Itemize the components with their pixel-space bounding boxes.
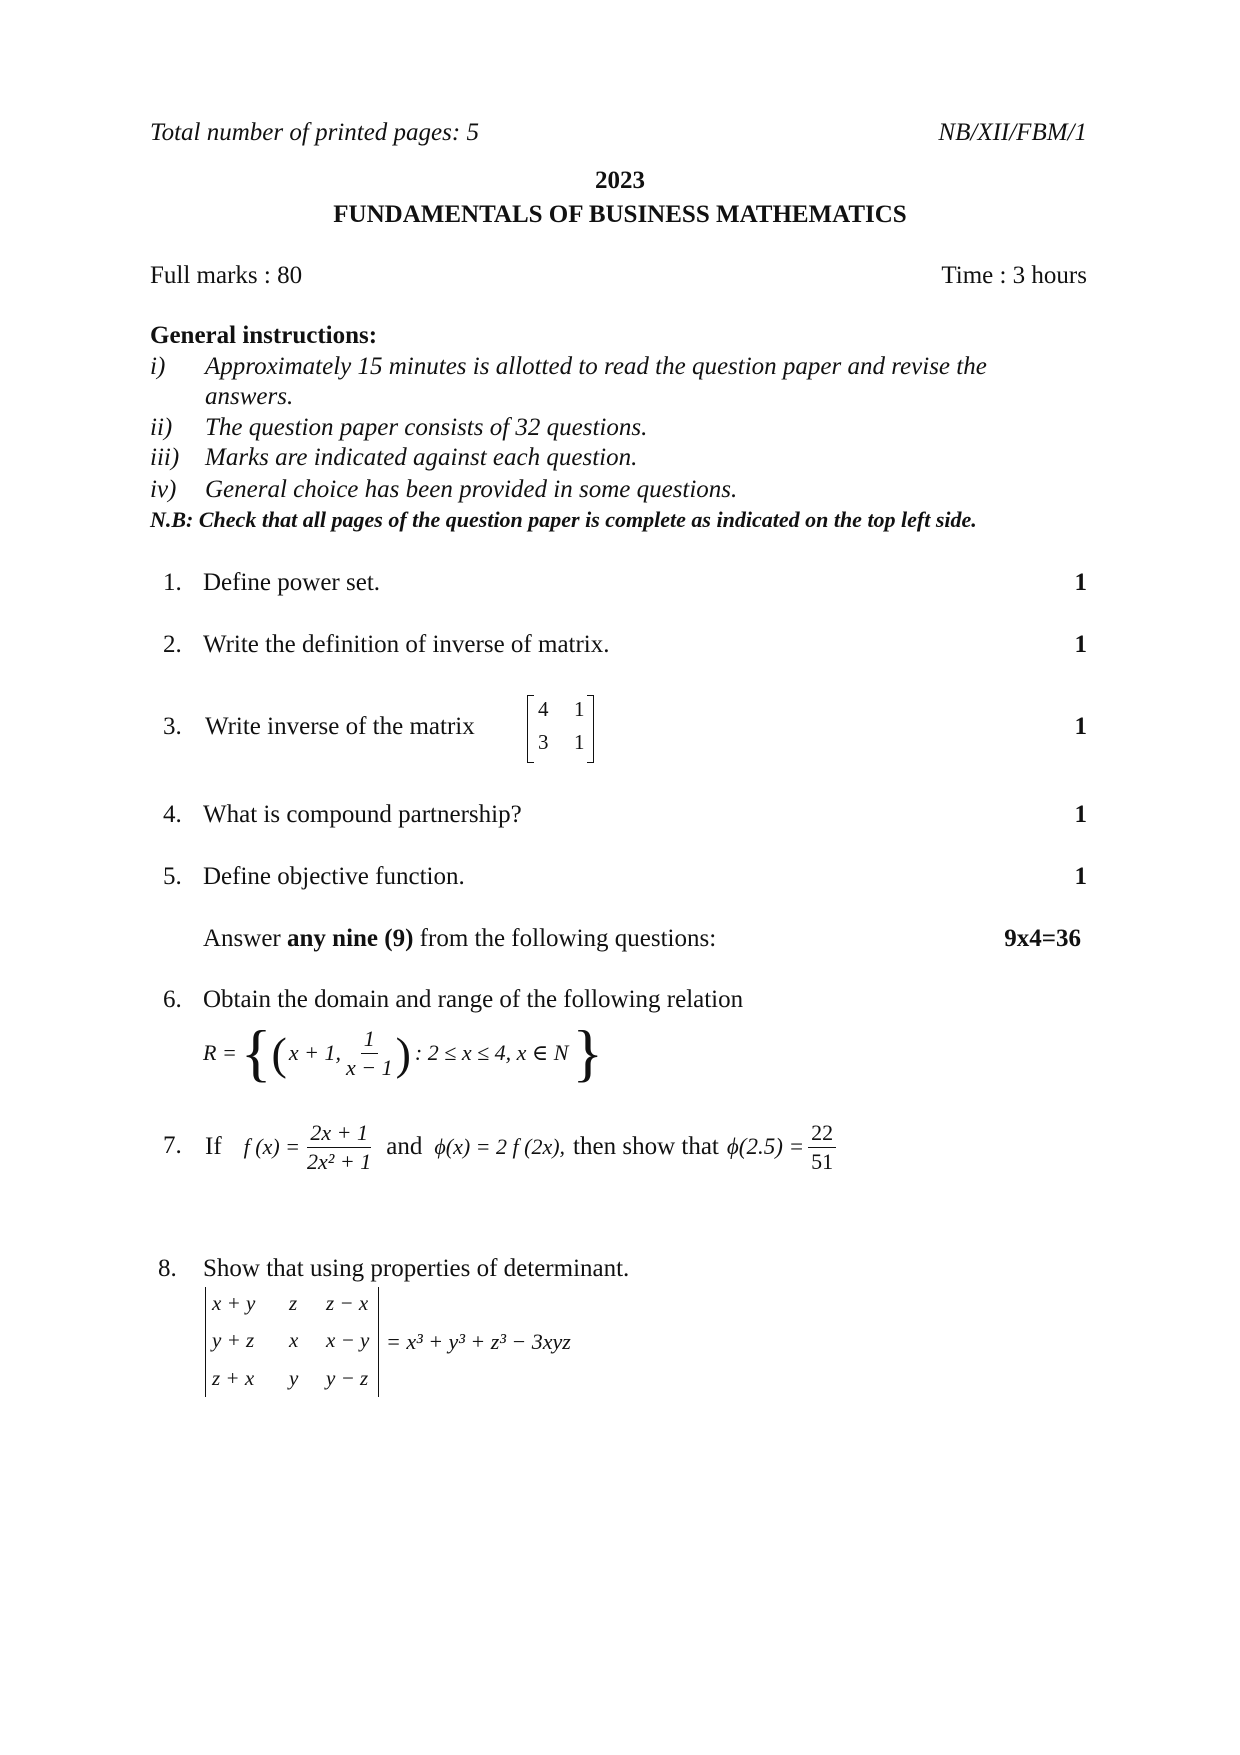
det-cell: z xyxy=(289,1291,298,1315)
det-cell: x xyxy=(289,1328,299,1352)
matrix-cell: 3 xyxy=(538,730,549,754)
instruction-text: Approximately 15 minutes is allotted to read the question paper and revise the xyxy=(205,353,987,380)
relation-fraction xyxy=(343,1025,396,1082)
question-number: 6. xyxy=(163,986,182,1013)
paper-title: FUNDAMENTALS OF BUSINESS MATHEMATICS xyxy=(333,201,907,228)
left-bracket xyxy=(527,695,534,763)
instruction-num: ii) xyxy=(150,414,173,441)
full-marks: Full marks : 80 xyxy=(150,262,303,289)
question-number: 5. xyxy=(163,863,182,890)
left-brace: { xyxy=(240,1017,272,1088)
question-number: 3. xyxy=(163,713,182,740)
q7-and: and xyxy=(386,1133,423,1160)
question-text: Define objective function. xyxy=(203,863,465,890)
question-text: Show that using properties of determinant. xyxy=(203,1255,630,1282)
right-brace: } xyxy=(572,1017,604,1088)
left-paren: ( xyxy=(271,1027,287,1079)
relation-formula xyxy=(203,1018,603,1088)
question-marks: 1 xyxy=(1074,863,1087,890)
q7-formula xyxy=(205,1115,836,1179)
matrix-cell: 1 xyxy=(574,730,585,754)
det-cell: y + z xyxy=(212,1328,255,1352)
f-fraction xyxy=(304,1119,374,1176)
nb-note: N.B: Check that all pages of the question paper is complete as indicated on the top left side. xyxy=(150,507,977,532)
right-paren: ) xyxy=(395,1027,411,1079)
question-marks: 1 xyxy=(1074,713,1087,740)
question-marks: 1 xyxy=(1074,569,1087,596)
instructions-heading: General instructions: xyxy=(150,322,378,349)
fraction-numerator: 1 xyxy=(361,1025,378,1054)
fraction-numerator: 22 xyxy=(808,1119,836,1148)
question-number: 7. xyxy=(163,1132,182,1159)
section-instruction xyxy=(203,924,716,954)
fraction-denominator: 51 xyxy=(811,1148,834,1174)
question-number: 1. xyxy=(163,569,182,596)
instruction-num: iii) xyxy=(150,444,180,471)
phi-value: ϕ(2.5) = xyxy=(726,1134,805,1159)
fraction-denominator: 2x² + 1 xyxy=(307,1148,372,1174)
question-number: 2. xyxy=(163,631,182,658)
instruction-text: The question paper consists of 32 questions. xyxy=(205,414,648,441)
section-marks: 9x4=36 xyxy=(1004,925,1081,952)
value-fraction xyxy=(808,1119,836,1176)
question-number: 8. xyxy=(158,1255,177,1282)
det-cell: y − z xyxy=(326,1366,369,1390)
instruction-num: iv) xyxy=(150,476,177,503)
section-pre: Answer xyxy=(203,925,288,952)
q7-then: then show that xyxy=(573,1133,719,1160)
question-text: Write inverse of the matrix xyxy=(205,713,475,740)
question-text: Obtain the domain and range of the following relation xyxy=(203,986,744,1013)
determinant-rhs: = x³ + y³ + z³ − 3xyz xyxy=(386,1329,571,1354)
f-lhs: f (x) = xyxy=(243,1134,301,1159)
fraction-denominator: x − 1 xyxy=(345,1054,393,1080)
relation-x-plus: x + 1, xyxy=(288,1040,341,1065)
paper-code: NB/XII/FBM/1 xyxy=(938,119,1087,146)
determinant xyxy=(205,1287,379,1397)
matrix-cell: 1 xyxy=(574,697,585,721)
instruction-text-cont: answers. xyxy=(205,383,294,410)
question-marks: 1 xyxy=(1074,801,1087,828)
det-cell: x − y xyxy=(326,1328,370,1352)
question-number: 4. xyxy=(163,801,182,828)
time-allowed: Time : 3 hours xyxy=(941,262,1087,289)
instruction-num: i) xyxy=(150,353,166,380)
det-cell: z + x xyxy=(212,1366,255,1390)
phi-definition: ϕ(x) = 2 f (2x), xyxy=(434,1134,566,1159)
question-marks: 1 xyxy=(1074,631,1087,658)
question-text: What is compound partnership? xyxy=(203,801,522,828)
q7-if: If xyxy=(205,1133,222,1160)
instruction-text: Marks are indicated against each question. xyxy=(205,444,638,471)
instruction-text: General choice has been provided in some questions. xyxy=(205,476,738,503)
det-cell: y xyxy=(289,1366,299,1390)
det-cell: x + y xyxy=(212,1291,256,1315)
relation-condition: : 2 ≤ x ≤ 4, x ∈ N xyxy=(414,1040,569,1065)
det-cell: z − x xyxy=(326,1291,369,1315)
section-bold: any nine (9) xyxy=(287,925,414,952)
total-pages: Total number of printed pages: 5 xyxy=(150,119,479,146)
right-bracket xyxy=(587,695,594,763)
question-text: Define power set. xyxy=(203,569,381,596)
fraction-numerator: 2x + 1 xyxy=(307,1119,371,1148)
exam-year: 2023 xyxy=(595,167,645,194)
matrix xyxy=(527,695,594,763)
section-post: from the following questions: xyxy=(413,925,717,952)
question-text: Write the definition of inverse of matrix. xyxy=(203,631,610,658)
matrix-cell: 4 xyxy=(538,697,549,721)
relation-lhs: R = xyxy=(203,1040,237,1065)
